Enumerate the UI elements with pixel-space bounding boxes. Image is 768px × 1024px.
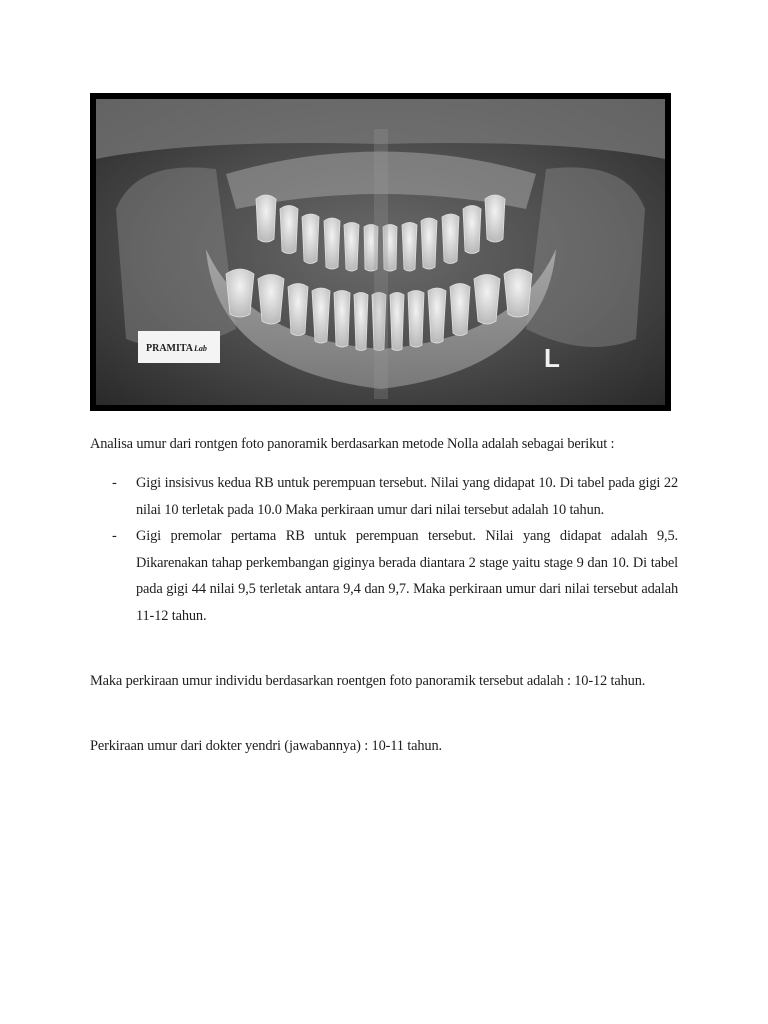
side-marker: L <box>544 343 560 373</box>
xray-illustration <box>96 99 665 405</box>
analysis-list <box>90 470 678 629</box>
conclusion-paragraph: Maka perkiraan umur individu berdasarkan roentgen foto panoramik tersebut adalah : 10-12 tahun. <box>90 673 646 689</box>
watermark-label: PRAMITA <box>146 343 194 354</box>
list-item <box>90 523 678 629</box>
lab-watermark <box>138 331 220 363</box>
list-item-text: Gigi premolar pertama RB untuk perempuan tersebut. Nilai yang didapat adalah 9,5. Dikarenakan tahap perkembangan giginya berada diantara 2 stage yaitu stage 9 dan 10. Di tabel pada gigi 44 nilai 9,5 terletak antara 9,4 dan 9,7. Maka perkiraan umur dari nilai tersebut adalah 11-12 tahun. <box>136 528 678 624</box>
watermark-sub: Lab <box>194 344 207 353</box>
list-dash: - <box>112 528 117 544</box>
doctor-estimate-paragraph: Perkiraan umur dari dokter yendri (jawabannya) : 10-11 tahun. <box>90 738 442 754</box>
list-item-text: Gigi insisivus kedua RB untuk perempuan tersebut. Nilai yang didapat 10. Di tabel pada gigi 22 nilai 10 terletak pada 10.0 Maka perkiraan umur dari nilai tersebut adalah 10 tahun. <box>136 475 678 518</box>
panoramic-xray-image <box>90 93 671 411</box>
list-dash: - <box>112 475 117 491</box>
list-item <box>90 470 678 523</box>
intro-paragraph: Analisa umur dari rontgen foto panoramik berdasarkan metode Nolla adalah sebagai berikut : <box>90 436 615 452</box>
